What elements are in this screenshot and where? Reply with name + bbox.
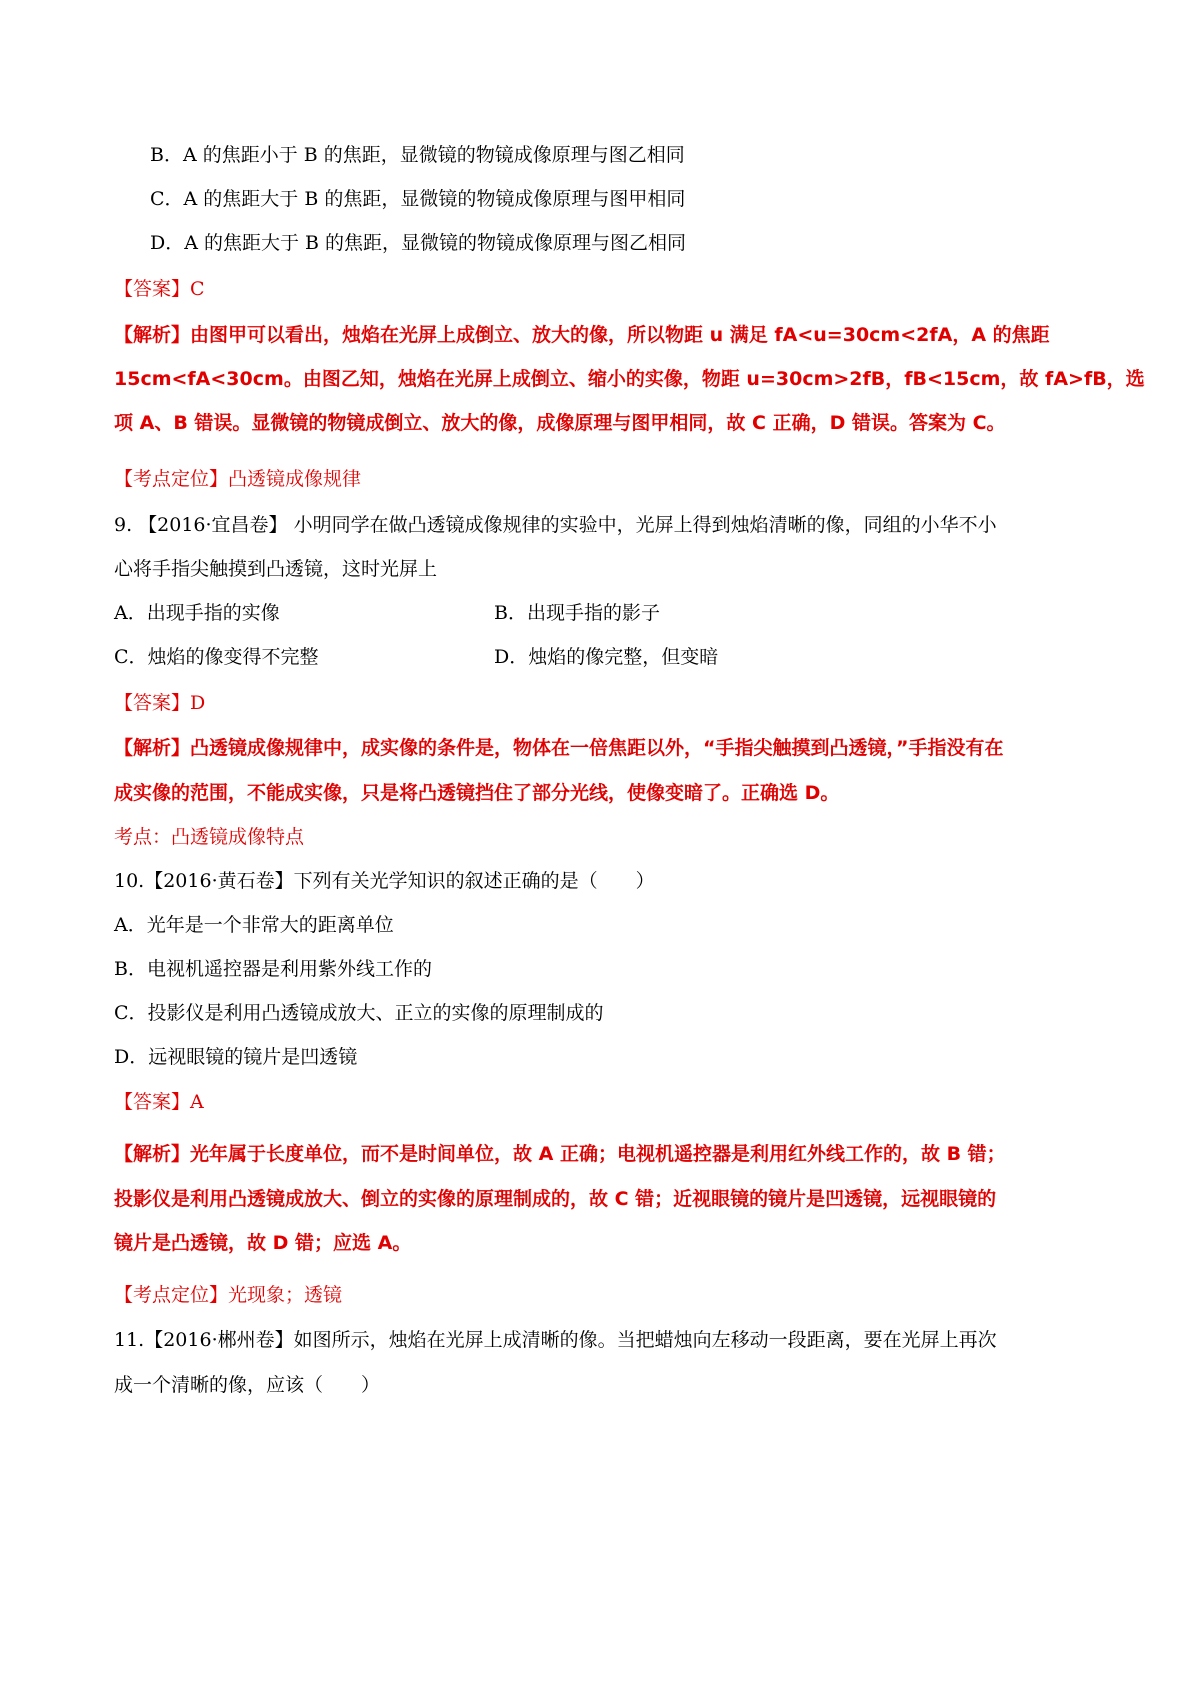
q8-analysis-line-3: 项 A、B 错误。显微镜的物镜成倒立、放大的像，成像原理与图甲相同，故 C 正确，D 错误。答案为 C。: [114, 412, 1006, 434]
q10-option-c: C．投影仪是利用凸透镜成放大、正立的实像的原理制成的: [114, 1002, 604, 1024]
q10-analysis-line-2: 投影仪是利用凸透镜成放大、倒立的实像的原理制成的，故 C 错；近视眼镜的镜片是凹透镜，远视眼镜的: [114, 1188, 997, 1210]
q8-analysis-line-2: 15cm<fA<30cm。由图乙知，烛焰在光屏上成倒立、缩小的实像，物距 u=30cm>2fB，fB<15cm，故 fA>fB，选: [114, 368, 1145, 390]
q9-stem-line-1: 9. 【2016·宜昌卷】 小明同学在做凸透镜成像规律的实验中，光屏上得到烛焰清晰的像，同组的小华不小: [114, 514, 997, 536]
q9-answer: [114, 688, 1110, 718]
q9-option-d: D．烛焰的像完整，但变暗: [494, 646, 719, 668]
q10-stem: 10.【2016·黄石卷】下列有关光学知识的叙述正确的是（ ）: [114, 870, 655, 892]
answer-tag: 【答案】: [114, 278, 191, 300]
analysis-text: 凸透镜成像规律中，成实像的条件是，物体在一倍焦距以外，“手指尖触摸到凸透镜，”手指没有在: [190, 737, 1004, 759]
point-value: 凸透镜成像规律: [228, 468, 362, 490]
point-tag: 【考点定位】: [114, 1284, 229, 1306]
point-tag: 【考点定位】: [114, 468, 229, 490]
q11-stem-line-1: 11.【2016·郴州卷】如图所示，烛焰在光屏上成清晰的像。当把蜡烛向左移动一段距离，要在光屏上再次: [114, 1329, 997, 1351]
q9-option-b: B．出现手指的影子: [494, 602, 660, 624]
q8-answer: [114, 274, 1110, 304]
q11-stem-line-2: 成一个清晰的像，应该（ ）: [114, 1374, 381, 1396]
q9-analysis-line-2: 成实像的范围，不能成实像，只是将凸透镜挡住了部分光线，使像变暗了。正确选 D。: [114, 782, 840, 804]
q8-option-b: B．A 的焦距小于 B 的焦距，显微镜的物镜成像原理与图乙相同: [150, 144, 685, 166]
analysis-tag: 【解析】: [114, 1143, 191, 1165]
answer-value: C: [190, 278, 205, 300]
q10-answer: [114, 1087, 1110, 1117]
q10-option-b: B．电视机遥控器是利用紫外线工作的: [114, 958, 432, 980]
answer-value: A: [190, 1091, 204, 1113]
analysis-tag: 【解析】: [114, 324, 191, 346]
q9-stem-line-2: 心将手指尖触摸到凸透镜，这时光屏上: [114, 558, 438, 580]
q10-option-d: D．远视眼镜的镜片是凹透镜: [114, 1046, 358, 1068]
q9-option-a: A．出现手指的实像: [114, 602, 280, 624]
point-value: 光现象；透镜: [228, 1284, 343, 1306]
answer-tag: 【答案】: [114, 1091, 191, 1113]
analysis-text: 由图甲可以看出，烛焰在光屏上成倒立、放大的像，所以物距 u 满足 fA<u=30cm<2fA，A 的焦距: [190, 324, 1050, 346]
q10-analysis-line-3: 镜片是凸透镜，故 D 错；应选 A。: [114, 1232, 412, 1254]
answer-tag: 【答案】: [114, 692, 191, 714]
q10-knowledge-point: [114, 1280, 1110, 1310]
q9-analysis-line-1: [114, 733, 1110, 763]
q10-analysis-line-1: [114, 1139, 1110, 1169]
q8-knowledge-point: [114, 464, 1110, 494]
analysis-tag: 【解析】: [114, 737, 191, 759]
analysis-text: 光年属于长度单位，而不是时间单位，故 A 正确；电视机遥控器是利用红外线工作的，故 B 错；: [190, 1143, 1006, 1165]
q8-option-c: C．A 的焦距大于 B 的焦距，显微镜的物镜成像原理与图甲相同: [150, 188, 686, 210]
answer-value: D: [190, 692, 206, 714]
q8-analysis-line-1: [114, 320, 1110, 350]
q8-option-d: D．A 的焦距大于 B 的焦距，显微镜的物镜成像原理与图乙相同: [150, 232, 687, 254]
q10-option-a: A．光年是一个非常大的距离单位: [114, 914, 394, 936]
q9-knowledge-point: 考点：凸透镜成像特点: [114, 826, 305, 848]
q9-option-c: C．烛焰的像变得不完整: [114, 646, 319, 668]
